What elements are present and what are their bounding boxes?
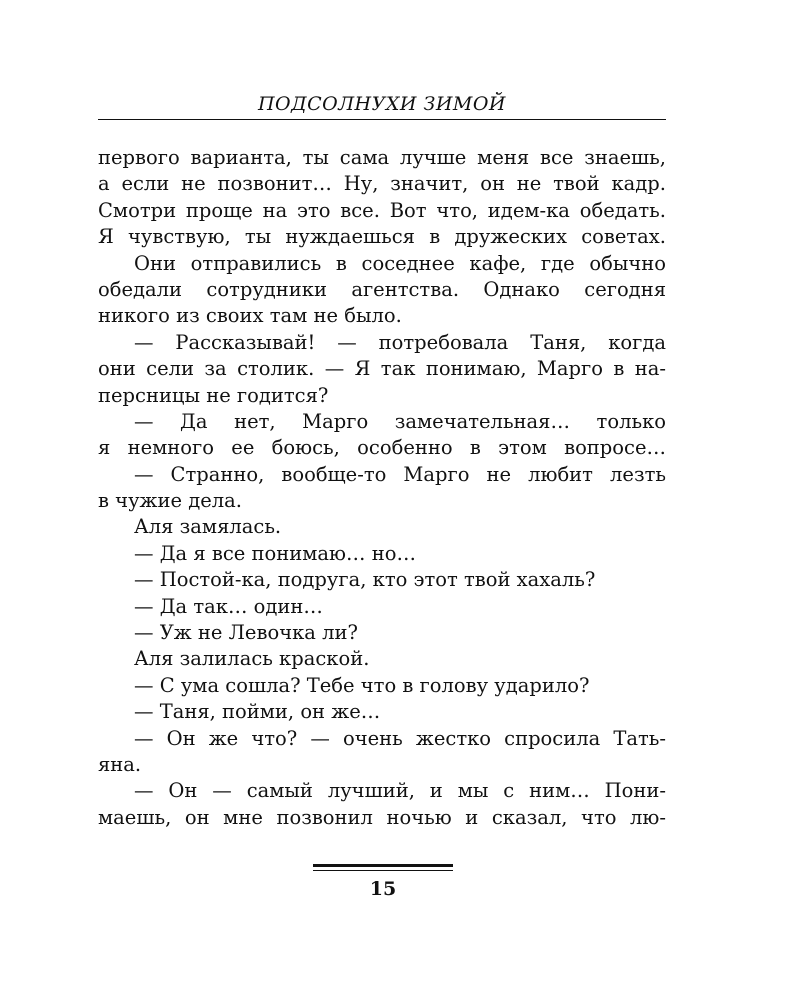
text-line: Аля залилась краской. [134,647,370,671]
text-line: — Да нет, Марго замечательная… только [134,409,666,433]
text-line: — Странно, вообще-то Марго не любит лезть [134,462,666,486]
text-line: — Да так… один… [134,594,323,618]
text-line: персницы не годится? [98,383,329,407]
text-line: Они отправились в соседнее кафе, где обычно [134,251,666,275]
text-line: — Постой-ка, подруга, кто этот твой хахаль? [134,568,596,592]
body-text [98,145,666,831]
footer-rule-thin [313,870,453,871]
page-number: 15 [369,878,397,900]
text-line: — Он — самый лучший, и мы с ним… Пони- [134,779,666,803]
text-line: первого варианта, ты сама лучше меня все знаешь, [98,146,666,169]
text-line: — Да я все понимаю… но… [134,541,416,565]
text-line: в чужие дела. [98,489,242,513]
header-rule [98,119,666,120]
text-line: — Уж не Левочка ли? [134,621,358,645]
text-line: — Он же что? — очень жестко спросила Тать- [134,726,666,750]
text-line: а если не позвонит… Ну, значит, он не твой кадр. [98,172,666,196]
text-line: они сели за столик. — Я так понимаю, Марго в на- [98,357,666,381]
text-line: маешь, он мне позвонил ночью и сказал, что лю- [98,805,666,829]
text-line: Смотри проще на это все. Вот что, идем-ка обедать. [98,198,666,222]
text-line: яна. [98,752,142,776]
text-line: — Таня, пойми, он же… [134,700,381,724]
text-line: обедали сотрудники агентства. Однако сегодня [98,277,666,301]
running-head: ПОДСОЛНУХИ ЗИМОЙ [257,93,506,115]
text-line: Аля замялась. [134,515,282,539]
text-line: я немного ее боюсь, особенно в этом вопросе… [98,436,666,460]
text-line: — С ума сошла? Тебе что в голову ударило? [134,673,590,697]
text-line: никого из своих там не было. [98,304,402,328]
text-line: — Рассказывай! — потребовала Таня, когда [134,330,666,354]
text-line: Я чувствую, ты нуждаешься в дружеских советах. [98,225,666,249]
